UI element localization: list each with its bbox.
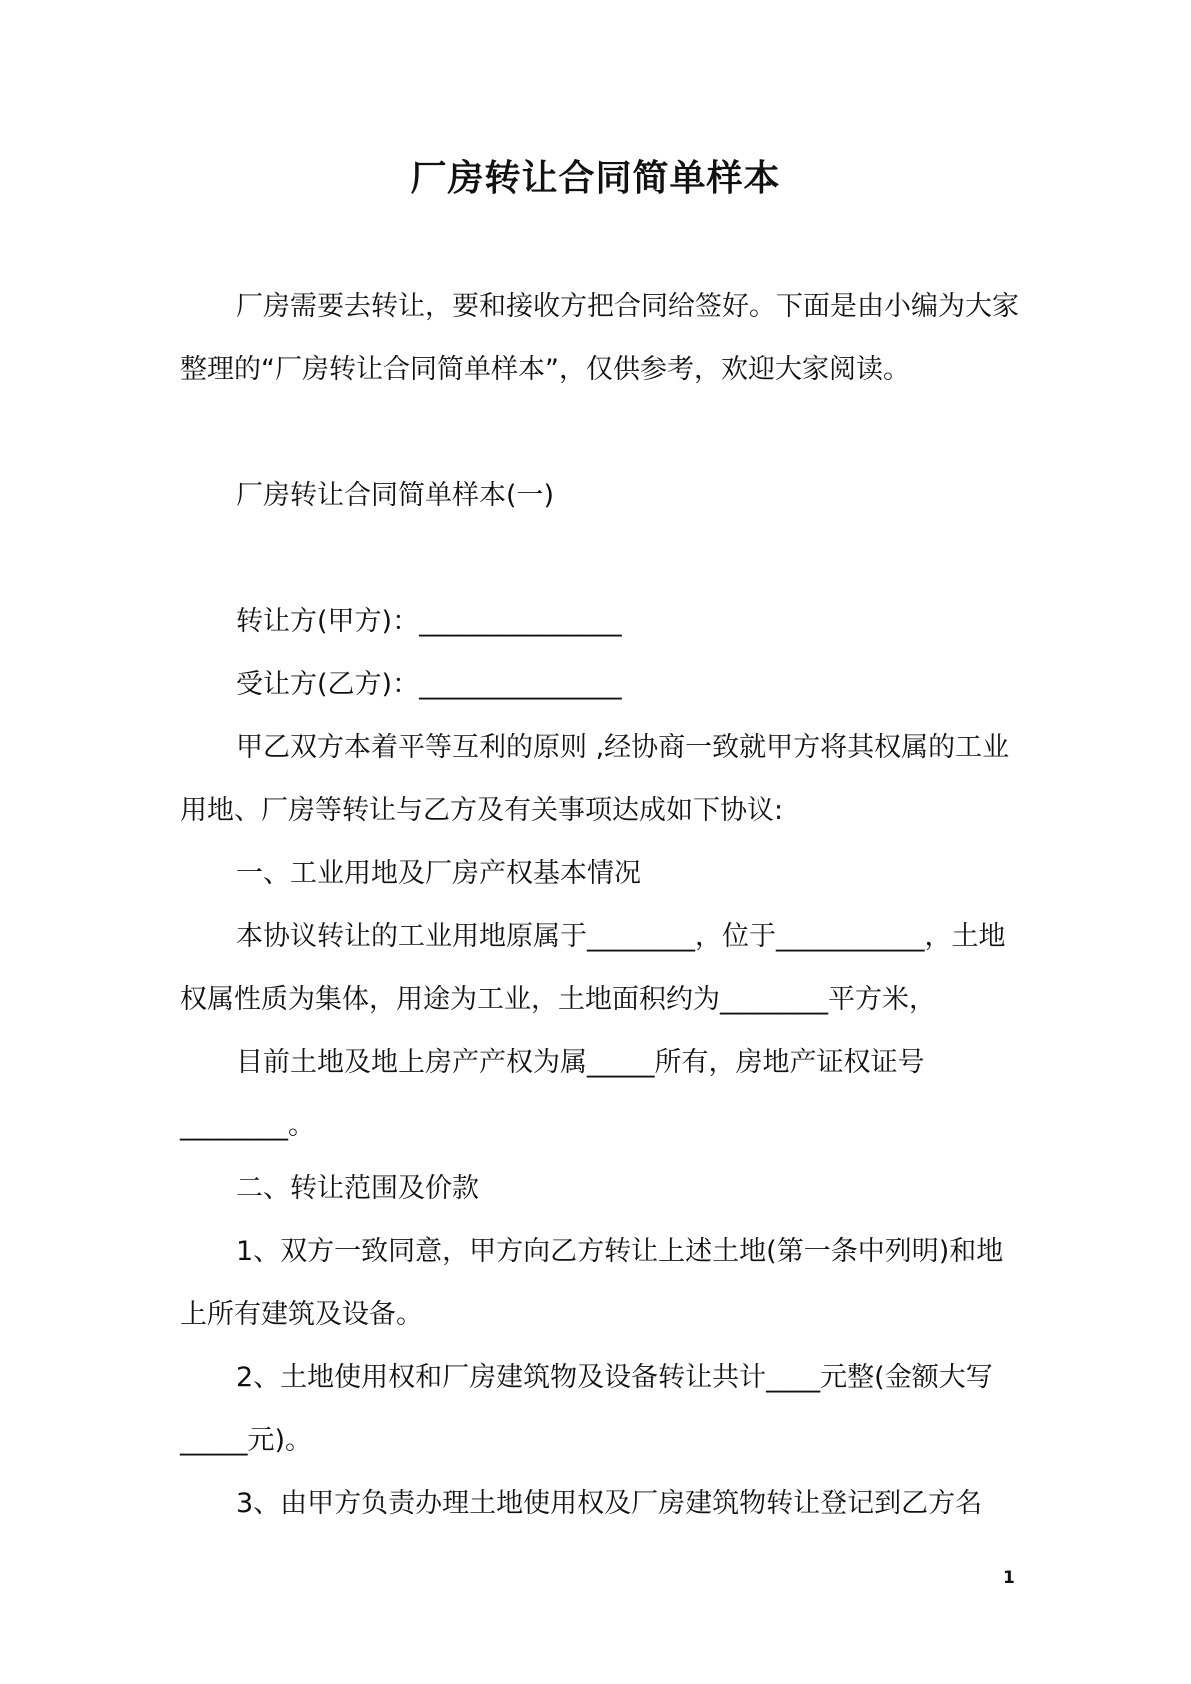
land-description-paragraph: 本协议转让的工业用地原属于________，位于___________，土地权属性质为集体，用途为工业，土地面积约为________平方米， <box>180 921 1006 1015</box>
document-title: 厂房转让合同简单样本 <box>410 158 781 199</box>
document-body <box>180 275 1020 1535</box>
blank-line <box>180 527 1020 590</box>
clause-heading-two: 二、转让范围及价款 <box>236 1173 479 1204</box>
property-rights-paragraph: 目前土地及地上房产产权为属_____所有，房地产证权证号________。 <box>180 1047 925 1141</box>
clause-item-3: 3、由甲方负责办理土地使用权及厂房建筑物转让登记到乙方名 <box>236 1488 983 1519</box>
agreement-preamble: 甲乙双方本着平等互利的原则 ,经协商一致就甲方将其权属的工业用地、厂房等转让与乙方及有关事项达成如下协议: <box>180 732 1010 826</box>
clause-item-1: 1、双方一致同意，甲方向乙方转让上述土地(第一条中列明)和地上所有建筑及设备。 <box>180 1236 1004 1330</box>
clause-heading-one: 一、工业用地及厂房产权基本情况 <box>236 858 641 889</box>
intro-paragraph: 厂房需要去转让，要和接收方把合同给签好。下面是由小编为大家整理的“厂房转让合同简单样本”，仅供参考，欢迎大家阅读。 <box>180 291 1019 385</box>
transferee-line: 受让方(乙方)：_______________ <box>236 669 622 700</box>
transferor-line: 转让方(甲方)：_______________ <box>236 606 622 637</box>
page-number: 1 <box>1003 1568 1015 1588</box>
section-heading-sample-one: 厂房转让合同简单样本(一) <box>236 480 555 511</box>
clause-item-2: 2、土地使用权和厂房建筑物及设备转让共计____元整(金额大写_____元)。 <box>180 1362 993 1456</box>
blank-line <box>180 401 1020 464</box>
